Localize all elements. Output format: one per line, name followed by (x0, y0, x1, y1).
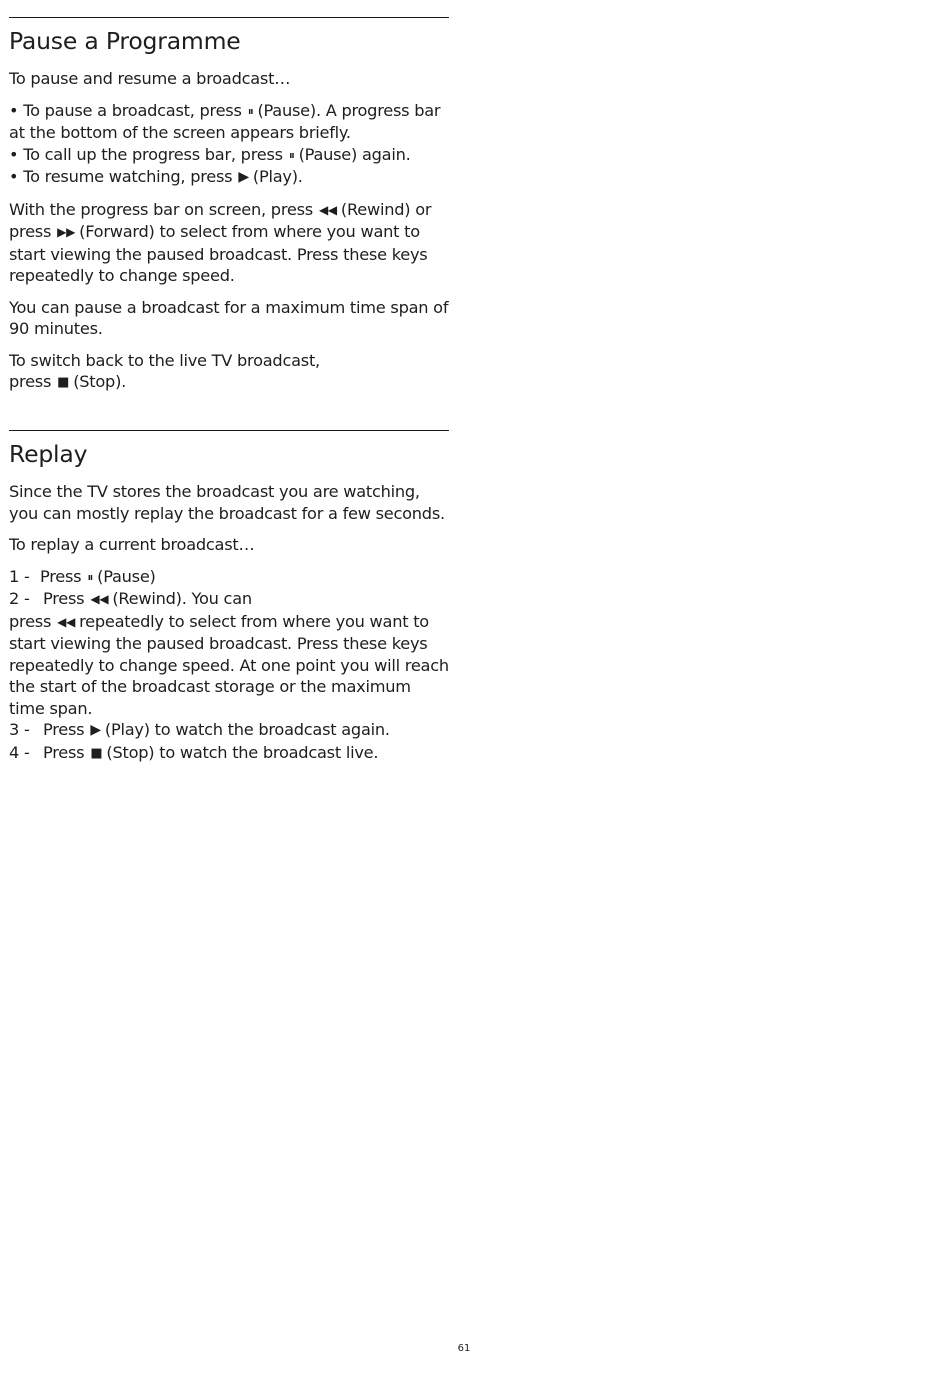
section-divider (9, 430, 449, 431)
switch-live-paragraph: To switch back to the live TV broadcast, press ■ (Stop). (9, 350, 449, 394)
max-time-paragraph: You can pause a broadcast for a maximum time span of 90 minutes. (9, 297, 449, 338)
pause-icon: ⏸ (247, 103, 254, 118)
rewind-icon: ◀◀ (57, 614, 76, 629)
bullet-item: • To resume watching, press ▶ (Play). (9, 167, 303, 186)
pause-icon: ⏸ (288, 147, 295, 162)
bullet-item: • To call up the progress bar, press ⏸ (Pause) again. (9, 145, 411, 164)
play-icon: ▶ (90, 722, 101, 738)
play-icon: ▶ (238, 169, 249, 185)
replay-intro-text: Since the TV stores the broadcast you are watching, you can mostly replay the broadcast for a few seconds. (9, 482, 445, 523)
rewind-icon: ◀◀ (318, 202, 337, 217)
intro-text: To pause and resume a broadcast… (9, 69, 291, 88)
step-item: 3 - Press ▶ (Play) to watch the broadcast again. (9, 720, 390, 739)
steps-list (9, 566, 449, 765)
step-item: 4 - Press ■ (Stop) to watch the broadcast live. (9, 743, 378, 762)
pause-section (9, 17, 449, 394)
step-item: 1 - Press ⏸ (Pause) (9, 567, 156, 586)
stop-icon: ■ (90, 745, 103, 761)
bullet-item: • To pause a broadcast, press ⏸ (Pause). A progress bar at the bottom of the screen appears briefly. (9, 100, 441, 142)
section-divider (9, 17, 449, 18)
page-number: 61 (457, 1343, 471, 1354)
forward-icon: ▶▶ (57, 225, 76, 239)
rewind-icon: ◀◀ (90, 592, 109, 606)
replay-instruction: To replay a current broadcast… (9, 535, 255, 554)
replay-section (9, 430, 449, 764)
bullet-list (9, 100, 449, 189)
progress-bar-paragraph: With the progress bar on screen, press ◀◀ (Rewind) or press ▶▶ (Forward) to select from where you want to start viewing the paused broadcast. Press these keys repeatedly to change speed. (9, 199, 432, 285)
stop-icon: ■ (57, 375, 70, 390)
pause-icon: ⏸ (87, 569, 94, 584)
section-title: Replay (9, 440, 88, 468)
section-title: Pause a Programme (9, 27, 241, 55)
step-item: 2 - Press ◀◀ (Rewind). You can press ◀◀ repeatedly to select from where you want to start viewing the paused broadcast. Press these keys repeatedly to change speed. At one point you will reach the start of the broadcast storage or the maximum time span. (9, 589, 449, 718)
